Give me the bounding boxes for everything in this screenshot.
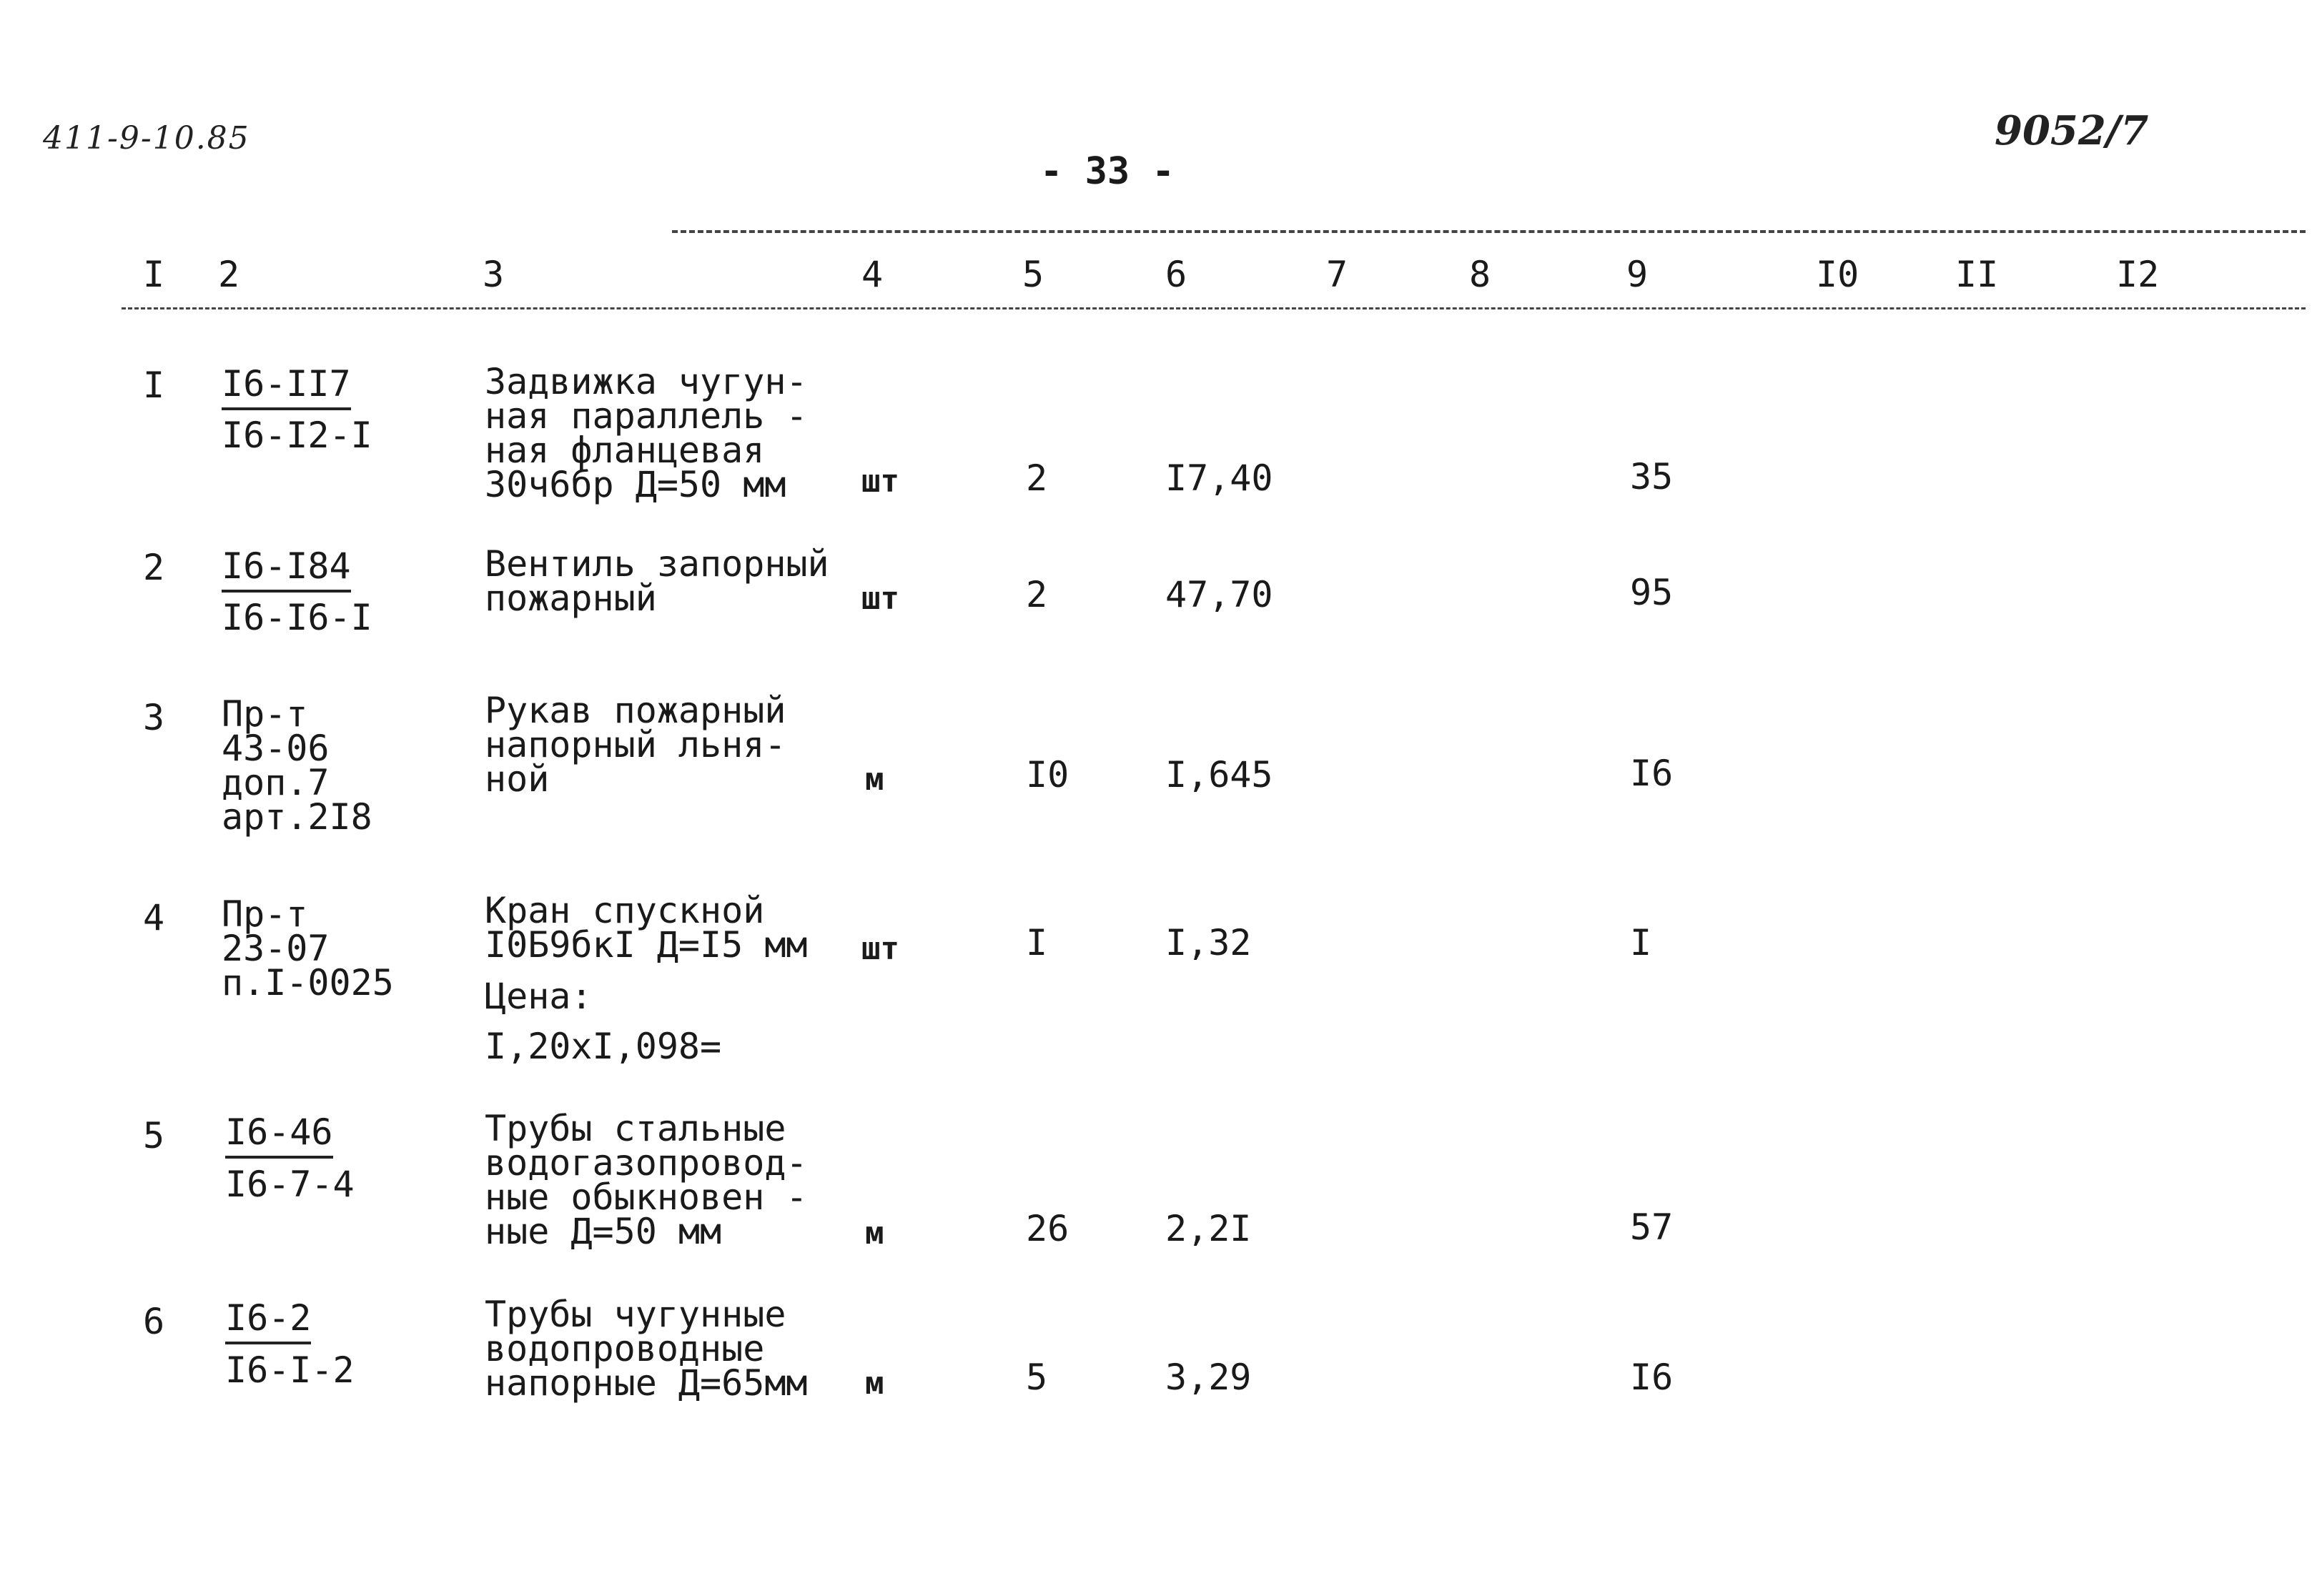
item-code: Пр-т 23-07 п.I-0025 — [222, 893, 394, 1003]
quantity: 2 — [1026, 574, 1048, 615]
item-name: Трубы стальные водогазопровод- ные обыкновен - ные Д=50 мм — [485, 1108, 808, 1252]
item-code-bottom: I6-7-4 — [225, 1164, 355, 1205]
column-header-4: 4 — [861, 254, 884, 295]
item-code-top: I6-II7 — [222, 363, 351, 410]
item-code-top: I6-46 — [225, 1111, 333, 1159]
row-number: 4 — [143, 897, 165, 938]
column-header-5: 5 — [1022, 254, 1044, 295]
unit: м — [865, 761, 884, 798]
header-rule — [122, 307, 2306, 309]
unit-price: 47,70 — [1165, 574, 1273, 615]
total: I6 — [1630, 1357, 1674, 1398]
row-number: 2 — [143, 547, 165, 588]
unit: м — [865, 1215, 884, 1251]
total: 35 — [1630, 456, 1674, 497]
item-code-bottom: I6-I2-I — [222, 415, 372, 456]
total: 95 — [1630, 572, 1674, 613]
quantity: 5 — [1026, 1357, 1048, 1398]
item-name: Рукав пожарный напорный льня- ной — [485, 690, 786, 800]
top-rule — [672, 230, 2306, 233]
item-code: Пр-т 43-06 доп.7 арт.2I8 — [222, 693, 372, 838]
unit: м — [865, 1365, 884, 1402]
column-header-12: I2 — [2116, 254, 2160, 295]
column-header-11: II — [1955, 254, 1999, 295]
item-code-bottom: I6-I6-I — [222, 597, 372, 638]
quantity: I — [1026, 922, 1048, 963]
column-header-3: 3 — [483, 254, 505, 295]
unit: шт — [861, 463, 899, 500]
unit: шт — [861, 580, 899, 617]
row-number: 5 — [143, 1115, 165, 1156]
quantity: 2 — [1026, 457, 1048, 499]
column-header-6: 6 — [1165, 254, 1187, 295]
item-code-bottom: I6-I-2 — [225, 1349, 355, 1391]
price-formula: I,20хI,098= — [485, 1026, 722, 1067]
total: 57 — [1630, 1206, 1674, 1248]
total: I — [1630, 922, 1652, 963]
column-header-9: 9 — [1626, 254, 1649, 295]
unit-price: I,645 — [1165, 754, 1273, 795]
item-name: Трубы чугунные водопроводные напорные Д=65мм — [485, 1294, 808, 1404]
item-name: Кран спускной I0Б9бкI Д=I5 мм — [485, 890, 808, 966]
price-label: Цена: — [485, 976, 593, 1017]
item-code-top: I6-2 — [225, 1297, 311, 1344]
column-header-8: 8 — [1469, 254, 1491, 295]
column-header-1: I — [143, 254, 165, 295]
total: I6 — [1630, 753, 1674, 794]
document-code: 411-9-10.85 — [43, 120, 250, 157]
quantity: 26 — [1026, 1208, 1069, 1249]
item-code-top: I6-I84 — [222, 545, 351, 593]
row-number: I — [143, 365, 165, 406]
column-header-7: 7 — [1326, 254, 1348, 295]
column-header-10: I0 — [1816, 254, 1859, 295]
row-number: 6 — [143, 1301, 165, 1342]
quantity: I0 — [1026, 754, 1069, 795]
unit-price: 3,29 — [1165, 1357, 1252, 1398]
unit-price: I7,40 — [1165, 457, 1273, 499]
row-number: 3 — [143, 697, 165, 738]
sheet-reference: 9052/7 — [1995, 107, 2149, 154]
column-header-2: 2 — [218, 254, 240, 295]
page-number: - 33 - — [1040, 150, 1175, 193]
unit-price: I,32 — [1165, 922, 1252, 963]
item-name: Задвижка чугун- ная параллель - ная фланцевая 30ч6бр Д=50 мм — [485, 361, 808, 505]
unit: шт — [861, 931, 899, 967]
unit-price: 2,2I — [1165, 1208, 1252, 1249]
item-name: Вентиль запорный пожарный — [485, 543, 829, 619]
